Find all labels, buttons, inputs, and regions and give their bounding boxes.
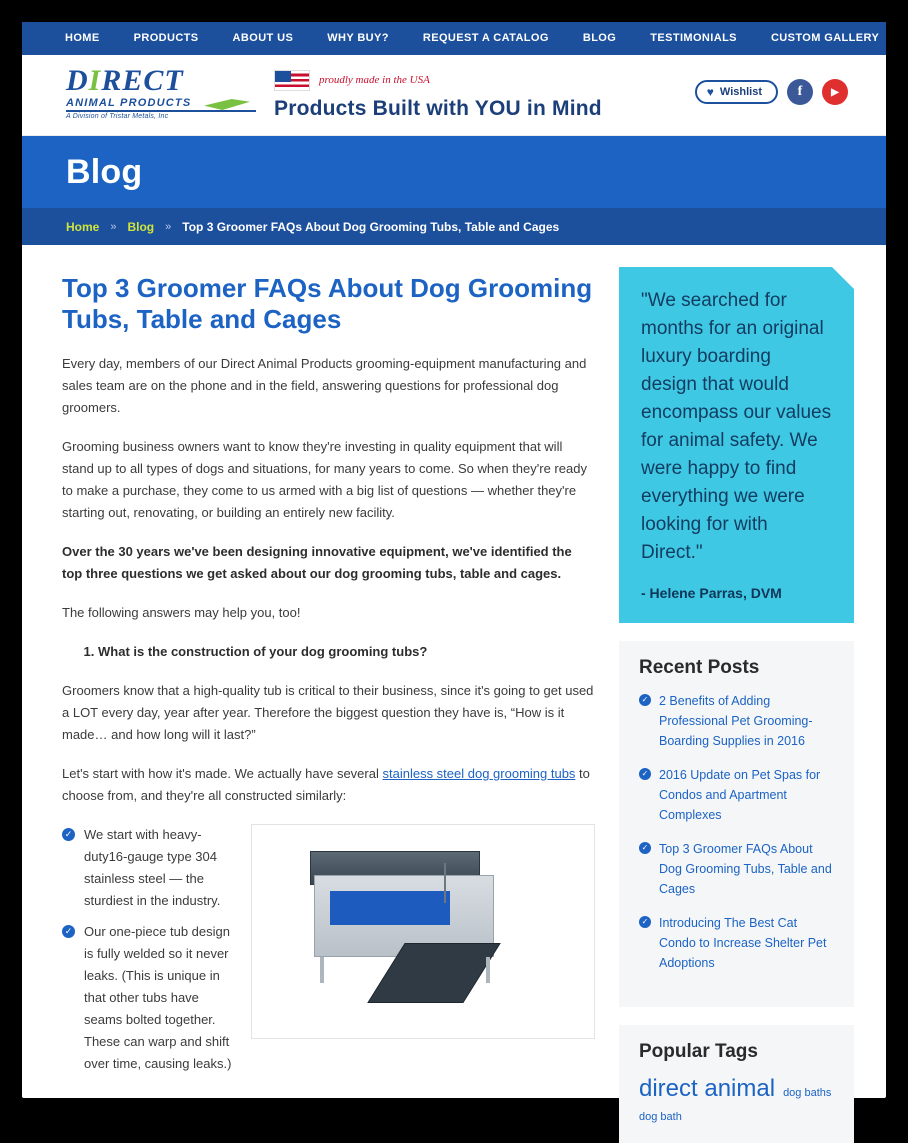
article-paragraph-1: Every day, members of our Direct Animal Products grooming-equipment manufacturing and sales team are on the phone and in the field, answering questions for professional dog groomers. [62, 356, 587, 415]
breadcrumb [22, 208, 886, 245]
check-icon: ✓ [62, 828, 75, 841]
list-item-text: We start with heavy-duty16-gauge type 304 stainless steel — the sturdiest in the industry. [84, 827, 221, 908]
article-paragraph-6-post: to choose from, and they're all constructed similarly: [62, 766, 590, 803]
list-item [62, 921, 237, 1075]
facebook-icon[interactable]: f [787, 79, 813, 105]
list-item [62, 824, 237, 912]
sidebar [619, 267, 854, 1143]
nav-item-why-buy[interactable]: WHY BUY? [327, 32, 389, 44]
list-item [639, 839, 834, 899]
article-paragraph-4: The following answers may help you, too! [62, 605, 301, 620]
site-logo[interactable] [66, 66, 256, 120]
recent-post-link-2[interactable]: 2016 Update on Pet Spas for Condos and Apartment Complexes [659, 768, 821, 822]
list-item [639, 765, 834, 825]
recent-posts-list [639, 691, 834, 973]
list-item [639, 691, 834, 751]
breadcrumb-home[interactable]: Home [66, 219, 100, 234]
article-question-1: 1. What is the construction of your dog grooming tubs? [98, 641, 595, 663]
testimonial-author: - Helene Parras, DVM [641, 585, 782, 601]
breadcrumb-current: Top 3 Groomer FAQs About Dog Grooming Tubs, Table and Cages [182, 219, 560, 234]
youtube-icon[interactable]: ▶ [822, 79, 848, 105]
tub-legs [320, 957, 490, 983]
grooming-tub-photo [251, 824, 595, 1039]
page-title-band [22, 136, 886, 208]
article-paragraph-2: Grooming business owners want to know they're investing in quality equipment that will stand up to all types of dogs and situations, for many years to come. So when they're ready to make a purchase, they come to us armed with a big list of questions — whether they're starting out, renovating, or building an entirely new facility. [62, 439, 587, 520]
check-icon: ✓ [639, 916, 651, 928]
check-icon: ✓ [639, 768, 651, 780]
article-paragraph-6-pre: Let's start with how it's made. We actually have several [62, 766, 383, 781]
stainless-steel-tubs-link[interactable]: stainless steel dog grooming tubs [382, 766, 576, 781]
usa-flag-icon [274, 70, 310, 91]
browser-page [22, 22, 886, 1123]
list-item [639, 913, 834, 973]
check-icon: ✓ [639, 842, 651, 854]
logo-letter-d: D [66, 64, 89, 97]
recent-posts-panel [619, 641, 854, 1007]
article-paragraph-6 [62, 763, 595, 807]
breadcrumb-blog[interactable]: Blog [127, 219, 155, 234]
site-header [22, 55, 886, 136]
logo-dot-icon: I [88, 64, 102, 97]
recent-post-link-3[interactable]: Top 3 Groomer FAQs About Dog Grooming Tubs, Table and Cages [659, 842, 832, 896]
tag-dog-bath[interactable]: dog bath [639, 1111, 682, 1123]
made-in-usa-text: proudly made in the USA [319, 74, 430, 86]
made-in-usa-block [274, 69, 602, 91]
header-tagline-block [274, 69, 602, 121]
article-paragraph-3: Over the 30 years we've been designing innovative equipment, we've identified the top three questions we get asked about our dog grooming tubs, table and cages. [62, 544, 572, 581]
tub-inner-basin [330, 891, 450, 925]
nav-item-about-us[interactable]: ABOUT US [232, 32, 294, 44]
main-navigation [22, 22, 886, 55]
logo-subtitle: ANIMAL PRODUCTS [66, 97, 192, 109]
article-title: Top 3 Groomer FAQs About Dog Grooming Tubs, Table and Cages [62, 273, 593, 334]
check-icon: ✓ [62, 925, 75, 938]
list-item-text: Our one-piece tub design is fully welded so it never leaks. (This is unique in that other tubs have seams bolted together. These can warp and shift over time, causing leaks.) [84, 924, 232, 1071]
logo-division: A Division of Tristar Metals, Inc [66, 110, 256, 120]
check-icon: ✓ [639, 694, 651, 706]
nav-item-custom-gallery[interactable]: CUSTOM GALLERY [770, 32, 880, 44]
breadcrumb-separator-1: » [110, 220, 117, 233]
article-bullet-list [62, 824, 237, 1075]
page-title: Blog [66, 152, 143, 191]
nav-item-home[interactable]: HOME [65, 32, 100, 44]
tag-cloud [639, 1075, 834, 1123]
article [62, 267, 595, 1143]
popular-tags-panel [619, 1025, 854, 1143]
logo-rest: RECT [101, 64, 184, 97]
testimonial-text: "We searched for months for an original luxury boarding design that would encompass our values for animal safety. We were happy to find everything we were looking for with Direct." [641, 290, 832, 563]
recent-post-link-4[interactable]: Introducing The Best Cat Condo to Increase Shelter Pet Adoptions [659, 916, 827, 970]
article-bullet-column [62, 824, 237, 1084]
popular-tags-heading: Popular Tags [639, 1041, 758, 1062]
header-actions [695, 79, 848, 105]
recent-post-link-1[interactable]: 2 Benefits of Adding Professional Pet Grooming-Boarding Supplies in 2016 [659, 694, 813, 748]
breadcrumb-separator-2: » [165, 220, 172, 233]
article-bullets-and-photo [62, 824, 595, 1084]
page-content [22, 245, 886, 1143]
article-paragraph-5: Groomers know that a high-quality tub is critical to their business, since it's going to get used a LOT every day, year after year. Therefore the biggest question they have is, “How is it made… and how long will it last?” [62, 683, 594, 742]
logo-wordmark [66, 66, 256, 96]
nav-item-blog[interactable]: BLOG [582, 32, 617, 44]
nav-item-products[interactable]: PRODUCTS [133, 32, 199, 44]
recent-posts-heading: Recent Posts [639, 657, 760, 678]
wishlist-label: Wishlist [719, 86, 762, 98]
nav-item-request-a-catalog[interactable]: REQUEST A CATALOG [422, 32, 549, 44]
grooming-tub-illustration [304, 847, 534, 997]
article-question-list [62, 641, 595, 663]
wishlist-button[interactable] [695, 80, 778, 104]
heart-icon: ♥ [706, 85, 714, 99]
tag-direct-animal[interactable]: direct animal [639, 1075, 776, 1102]
tub-hose [444, 863, 446, 903]
testimonial-quote [619, 267, 854, 623]
header-tagline: Products Built with YOU in Mind [274, 97, 602, 120]
nav-item-testimonials[interactable]: TESTIMONIALS [650, 32, 737, 44]
tag-dog-baths[interactable]: dog baths [783, 1087, 832, 1099]
